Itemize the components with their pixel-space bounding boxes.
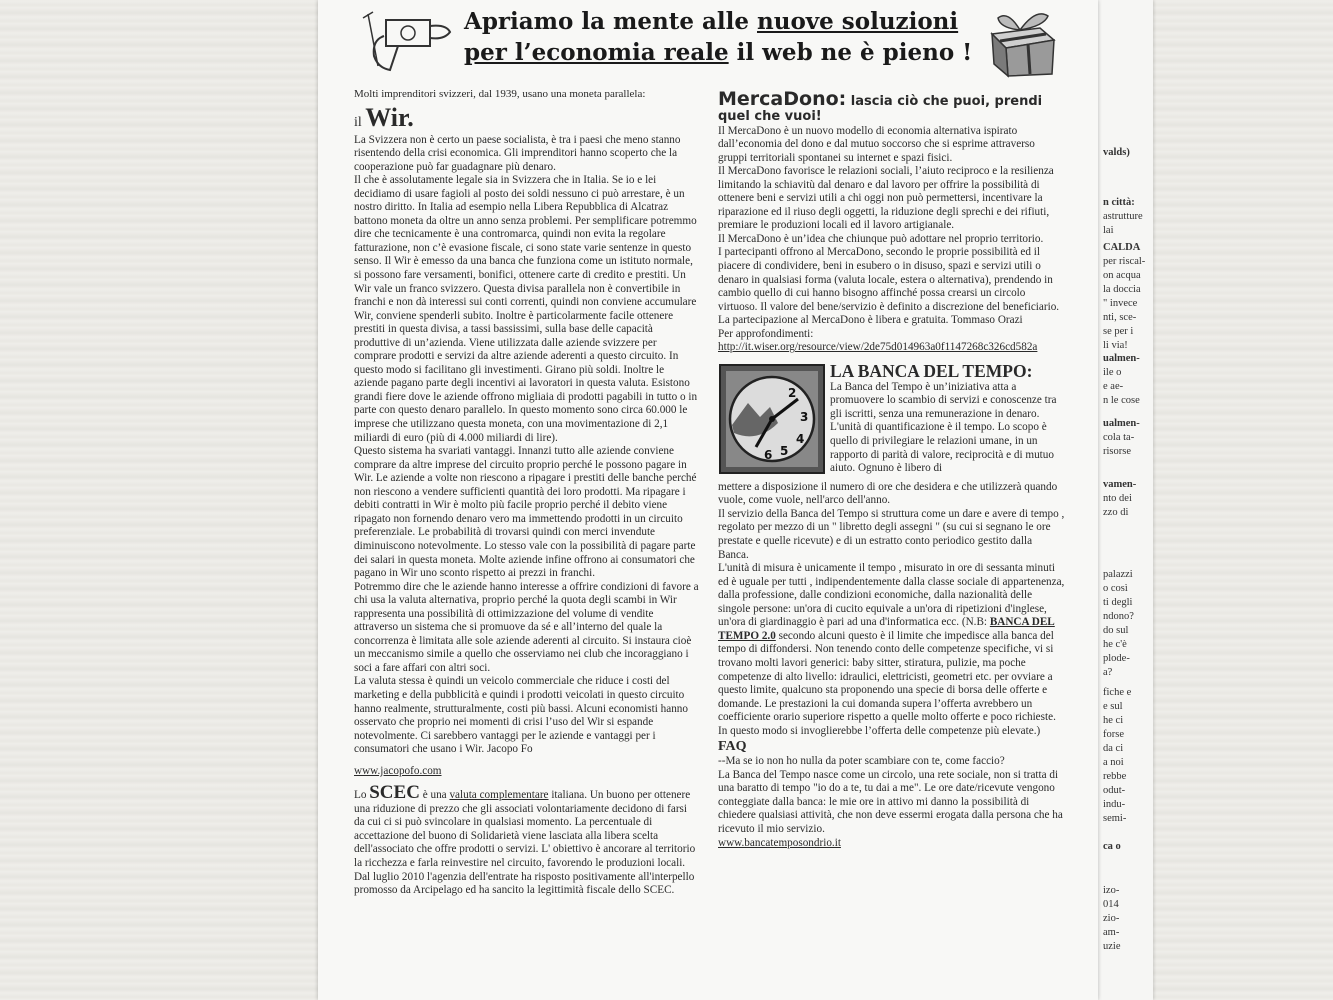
- mercadono-heading: [718, 88, 1065, 125]
- headline-text: Apriamo la mente alle: [464, 8, 757, 35]
- scec-text: italiana. Un buono per ottenere una riduzione di prezzo che gli associati volontariamente decidono di farsi da cui ci si può svincolare in qualsiasi momento. La percentuale di accettazione del buono di Solidarietà viene lasciata alla libera scelta dell'associato che offre prodotti o servizi. L' obiettivo è ancorare al territorio la ricchezza e farla reinvestire nel circuito, favorendo le produzioni locali. Dal luglio 2010 l'agenzia dell'entrate ha risposto positivamente all'interpello promosso da Arcipelago ed ha sancito la legittimità fiscale dello SCEC.: [354, 789, 696, 897]
- underlying-text-fragment: per riscal-: [1103, 256, 1146, 267]
- scec-prefix: Lo: [354, 789, 370, 802]
- underlying-text-fragment: do sul: [1103, 625, 1129, 636]
- mercadono-paragraph: I partecipanti offrono al MercaDono, secondo le proprie possibilità ed il piacere di condividere, beni in esubero o in disuso, spazi e servizi utili o denaro in qualsiasi forma (valuta locale, estera o alternativa), prendendo in cambio quello di cui hanno bisogno affinché possa crearsi un circolo virtuoso. Il valore del bene/servizio è definito a discrezione del beneficiario. La partecipazione al MercaDono è libera e gratuita. Tommaso Orazi: [718, 246, 1060, 327]
- underlying-text-fragment: e ae-: [1103, 381, 1124, 392]
- page-headline: [464, 6, 984, 68]
- underlying-text-fragment: e sul: [1103, 701, 1123, 712]
- underlying-text-fragment: ca o: [1103, 841, 1121, 852]
- faq-question: --Ma se io non ho nulla da poter scambiare con te, come faccio?: [718, 755, 1005, 768]
- underlying-text-fragment: izo-: [1103, 885, 1120, 896]
- underlying-text-fragment: risorse: [1103, 446, 1131, 457]
- banca-text: L'unità di misura è unicamente il tempo , misurato in ore di sessanta minuti ed è uguale per tutti , indipendentemente dalla classe sociale di appartenenza, dalla professione, dalle condizioni economiche, dalla nazionalità delle singole persone: un'ora di cucito equivale a un'ora di ripetizioni d'inglese, un'ora di giardinaggio è pari ad una d'informatica ecc. (N.B:: [718, 562, 1065, 629]
- banca-paragraph: mettere a disposizione il numero di ore che desidera e che utilizzerà quando vuole, come vuole, nell'arco dell'anno.: [718, 480, 1058, 507]
- banca-title: LA BANCA DEL TEMPO:: [830, 360, 1033, 381]
- underlying-text-fragment: lai: [1103, 225, 1114, 236]
- underlying-text-fragment: he ci: [1103, 715, 1124, 726]
- scec-title: SCEC: [369, 782, 420, 804]
- underlying-text-fragment: da ci: [1103, 743, 1124, 754]
- mercadono-paragraph: Il MercaDono è un nuovo modello di economia alternativa ispirato dall’economia del dono e dal mutuo soccorso che si esprime attraverso gruppi territoriali spontanei su internet e spazi fisici.: [718, 124, 1035, 164]
- underlying-text-fragment: li via!: [1103, 340, 1128, 351]
- underlying-text-fragment: se per i: [1103, 326, 1134, 337]
- clock-numeral: 4: [796, 431, 805, 446]
- underlying-text-fragment: forse: [1103, 729, 1124, 740]
- jacopofo-link[interactable]: www.jacopofo.com: [354, 764, 442, 777]
- scec-text: è una: [419, 789, 450, 802]
- underlying-text-fragment: zzo di: [1103, 507, 1129, 518]
- wir-paragraph: Potremmo dire che le aziende hanno interesse a offrire condizioni di favore a chi usa la valuta alternativa, proprio perché la quota degli scambi in Wir rappresenta una possibilità di ottimizzazione del volume di vendite attraverso un sistema che si promuove da sé e all’interno del quale la concorrenza è limitata alle sole aziende aderenti al circuito. Si instaura cioè un meccanismo simile a quello che osserviamo nei club che incoraggiano i soci a fare affari con altri soci.: [354, 580, 699, 674]
- underlying-text-fragment: n città:: [1103, 197, 1135, 208]
- banca-paragraph: [718, 562, 1065, 738]
- underlying-text-fragment: nti, sce-: [1103, 312, 1137, 323]
- underlying-text-fragment: fiche e: [1103, 687, 1132, 698]
- clock-numeral: 6: [764, 447, 773, 462]
- clock-icon: [718, 363, 826, 475]
- banca-section-top: [718, 361, 1065, 481]
- newsletter-page: [318, 0, 1098, 1000]
- underlying-text-fragment: vamen-: [1103, 479, 1137, 490]
- wir-paragraph: La Svizzera non è certo un paese socialista, è tra i paesi che meno stanno risentendo della crisi economica. Gli imprenditori hanno scoperto che la cooperazione può far guadagnare più denaro.: [354, 133, 681, 173]
- underlying-text-fragment: plode-: [1103, 653, 1130, 664]
- clock-numeral: 2: [788, 385, 797, 400]
- mercadono-more: [718, 328, 1065, 355]
- mercadono-more-label: Per approfondimenti:: [718, 327, 814, 340]
- underlying-text-fragment: " invece: [1103, 298, 1138, 309]
- wir-title-dot: .: [407, 102, 414, 132]
- headline-text: il web ne è pieno !: [728, 39, 973, 66]
- banca-paragraph: Il servizio della Banca del Tempo si struttura come un dare e avere di tempo , regolato per mezzo di un " libretto degli assegni " (su cui si segnano le ore prestate e quelle ricevute) e di un estratto conto periodico gestito dalla Banca.: [718, 507, 1065, 561]
- underlying-text-fragment: he c'è: [1103, 639, 1127, 650]
- mercadono-paragraph: Il MercaDono favorisce le relazioni sociali, l’aiuto reciproco e la resilienza limitando la schiavitù dal denaro e dal lavoro per offrire la possibilità di ottenere beni e servizi utili a chi oggi non può permettersi, incentivare la riparazione ed il riuso degli oggetti, la riduzione degli sprechi e dei rifiuti, premiare le produzioni locali ed il lavoro artigianale.: [718, 165, 1054, 232]
- headline-line2: [464, 39, 972, 66]
- underlying-text-fragment: a noi: [1103, 757, 1124, 768]
- headline-line1: [464, 8, 958, 35]
- underlying-text-fragment: astrutture: [1103, 211, 1143, 222]
- underlying-text-fragment: n le cose: [1103, 395, 1140, 406]
- underlying-text-fragment: cola ta-: [1103, 432, 1135, 443]
- wir-lead: Molti imprenditori svizzeri, dal 1939, usano una moneta parallela:: [354, 88, 646, 100]
- underlying-text-fragment: 014: [1103, 899, 1119, 910]
- banca-paragraph: La Banca del Tempo è un’iniziativa atta a promuovere lo scambio di servizi e conoscenze tra gli iscritti, senza una remunerazione in denaro. L'unità di quantificazione è il tempo. Lo scopo è quello di privilegiare le relazioni umane, in un rapporto di parità di valore, reciprocità e di mutuo aiuto. Ognuno è libero di: [830, 380, 1057, 475]
- mercadono-subtitle: lascia ciò che puoi, prendi quel che vuoi!: [718, 94, 1043, 124]
- banca-del-tempo-2-link[interactable]: BANCA DEL TEMPO 2.0: [718, 616, 1055, 642]
- underlying-text-fragment: zio-: [1103, 913, 1120, 924]
- underlying-text-fragment: la doccia: [1103, 284, 1141, 295]
- headline-underlined-text: nuove soluzioni: [757, 8, 959, 35]
- underlying-text-fragment: CALDA: [1103, 242, 1141, 253]
- wir-title-word: Wir: [365, 102, 408, 132]
- underlying-text-fragment: ualmen-: [1103, 418, 1140, 429]
- valuta-complementare-link[interactable]: valuta complementare: [449, 789, 549, 802]
- clock-numeral: 5: [780, 443, 789, 458]
- underlying-text-fragment: am-: [1103, 927, 1120, 938]
- right-column: [718, 88, 1065, 850]
- underlying-text-fragment: on acqua: [1103, 270, 1141, 281]
- scec-paragraph: [354, 782, 700, 897]
- underlying-text-fragment: valds): [1103, 147, 1130, 158]
- underlying-text-fragment: rebbe: [1103, 771, 1127, 782]
- underlying-text-fragment: indu-: [1103, 799, 1126, 810]
- wiser-link[interactable]: http://it.wiser.org/resource/view/2de75d014963a0f1147268c326cd582a: [718, 341, 1038, 354]
- underlying-text-fragment: ndono?: [1103, 611, 1134, 622]
- headline-underlined-text: per l’economia reale: [464, 39, 729, 66]
- faq-heading: FAQ: [718, 739, 747, 755]
- faq-answer: La Banca del Tempo nasce come un circolo, una rete sociale, non si tratta di una baratto di tempo "io do a te, tu dai a me". Le ore date/ricevute vengono conteggiate dalla banca: le mie ore in attivo mi danno la possibilità di chiedere qualsiasi attività, che non deve essermi erogata dalla persona che ha ricevuto il mio servizio.: [718, 768, 1063, 835]
- underlying-text-fragment: semi-: [1103, 813, 1127, 824]
- clock-numeral: 3: [800, 409, 809, 424]
- banca-text: secondo alcuni questo è il limite che impedisce alla banca del tempo di diffondersi. Non tenendo conto delle competenze specifiche, vi si trovano molti lavori generici: baby sitter, stiratura, pulizie, ma poche competenze di alto livello: idraulici, elettricisti, geometri etc. per ovviare a questo limite, qualcuno sta proponendo una specie di borsa delle offerte e domande. Le prestazioni la cui domanda supera l’offerta avrebbero un coefficiente orario superiore rispetto a quelle molto offerte e poco richieste. In questo modo si invoglierebbe l’offerta delle competenze più elevate.): [718, 629, 1056, 737]
- wir-title-prefix: il: [354, 114, 366, 130]
- mercadono-title: MercaDono:: [718, 88, 847, 110]
- wir-paragraph: La valuta stessa è quindi un veicolo commerciale che riduce i costi del marketing e della pubblicità e quindi i prodotti veicolati in questo circuito hanno realmente, strutturalmente, costi più bassi. Alcuni economisti hanno osservato che proprio nei momenti di crisi l’uso del Wir si espande notevolmente. Ci sarebbero vantaggi per le aziende e vantaggi per i consumatori che usano i Wir. Jacopo Fo: [354, 675, 688, 756]
- mercadono-paragraph: Il MercaDono è un’idea che chiunque può adottare nel proprio territorio.: [718, 232, 1044, 245]
- money-hand-icon: [360, 6, 452, 76]
- underlying-text-fragment: ile o: [1103, 367, 1122, 378]
- bancatemposondrio-link[interactable]: www.bancatemposondrio.it: [718, 836, 841, 849]
- underlying-text-fragment: ualmen-: [1103, 353, 1140, 364]
- underlying-text-fragment: palazzi: [1103, 569, 1133, 580]
- wir-title: [354, 102, 700, 134]
- underlying-text-fragment: odut-: [1103, 785, 1126, 796]
- underlying-text-fragment: uzie: [1103, 941, 1121, 952]
- wir-paragraph: Il che è assolutamente legale sia in Svizzera che in Italia. Se io e lei decidiamo di usare fagioli al posto dei soldi nessuno ci può arrestare, è un nostro diritto. In Italia ad esempio nella Libera Repubblica di Alcatraz battono moneta da oltre un anno senza problemi. Per semplificare potremmo dire che tecnicamente è una contromarca, quindi non evita la regolare fatturazione, non c’è evasione fiscale, ci sono state varie sentenze in questo senso. Il Wir è emesso da una banca che funziona come un istituto normale, si possono fare versamenti, bonifici, ottenere carte di credito e prestiti. Un Wir vale un franco svizzero. Questa divisa parallela non è convertibile in franchi e non dà interessi sui conti correnti, quindi non conviene accumulare Wir, conviene spenderli subito. Inoltre è particolarmente facile ottenere prestiti in questa divisa, a tassi bassissimi, sulla base delle capacità produttive di un’azienda. Viene utilizzata dalle aziende svizzere per comprare prodotti e servizi da altre aziende aderenti a questo circuito. In questo modo si facilitano gli investimenti. Girano più soldi. Inoltre le aziende pagano parte degli incentivi ai lavoratori in questa valuta. Esistono grandi fiere dove le aziende offrono migliaia di prodotti pagabili in tutto o in parte con questo denaro parallelo. In questo momento sono circa 60.000 le imprese che utilizzano questa moneta, con una movimentazione di 2,1 miliardi di euro (più di 4.000 miliardi di lire).: [354, 174, 698, 444]
- gift-box-icon: [978, 6, 1068, 78]
- wir-paragraph: Questo sistema ha svariati vantaggi. Innanzi tutto alle aziende conviene comprare da altre imprese del circuito proprio perché le possono pagare in Wir. Le aziende a volte non riescono a ripagare i prestiti delle banche perché non riescono a vendere sufficienti quantità dei loro prodotti. Ma ripagare i debiti contratti in Wir è molto più facile proprio perché il debito viene ripagato non fornendo denaro vero ma immettendo prodotti in un circuito preferenziale. Le probabilità di trovarsi quindi con merci invendute diminuiscono notevolmente. Lo stesso vale con la possibilità di pagare parte dei salari in questa moneta. Molte aziende infine offrono ai consumatori che pagano in Wir uno sconto rispetto ai prezzi in franchi.: [354, 445, 697, 580]
- underlying-text-fragment: nto dei: [1103, 493, 1132, 504]
- left-column: [354, 88, 700, 898]
- underlying-text-fragment: a?: [1103, 667, 1113, 678]
- underlying-text-fragment: ti degli: [1103, 597, 1133, 608]
- underlying-text-fragment: o così: [1103, 583, 1128, 594]
